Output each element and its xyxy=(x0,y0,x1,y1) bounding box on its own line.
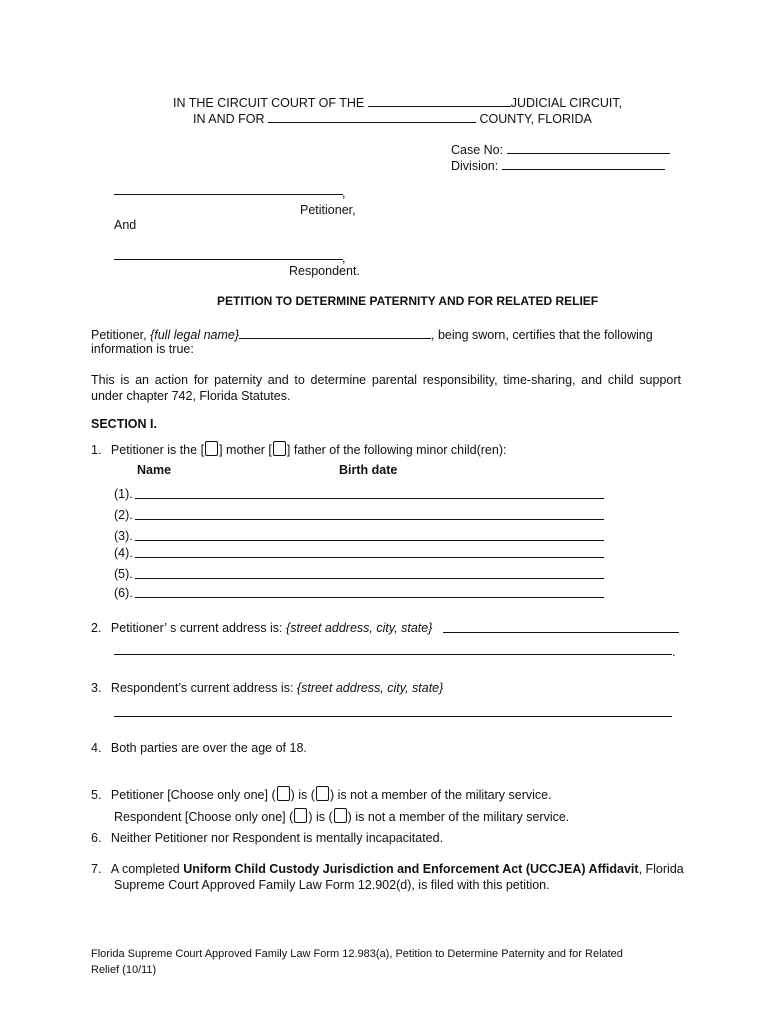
petitioner-address-field[interactable] xyxy=(443,632,679,633)
item-5-petitioner: 5. Petitioner [Choose only one] ( ) is ( ) is not a member of the military service. xyxy=(91,788,552,802)
and-label: And xyxy=(114,218,137,232)
action-paragraph: This is an action for paternity and to determine parental responsibility, time-sharing, and child support under chapter 742, Florida Statutes. xyxy=(91,373,681,403)
division-field[interactable] xyxy=(502,157,665,170)
child-row: (6). xyxy=(114,586,133,600)
respondent-military-is-not-checkbox[interactable] xyxy=(334,808,347,823)
petitioner-full-name-field[interactable] xyxy=(239,326,431,339)
child-row: (4). xyxy=(114,546,133,560)
father-checkbox[interactable] xyxy=(273,441,286,456)
respondent-address-field[interactable] xyxy=(114,716,672,717)
respondent-label: Respondent. xyxy=(289,264,360,278)
child-row: (2). xyxy=(114,508,133,522)
intro-line: Petitioner, {full legal name} , being sworn, certifies that the following xyxy=(91,328,653,342)
footer-line-1: Florida Supreme Court Approved Family Law Form 12.983(a), Petition to Determine Paternity and for Related xyxy=(91,948,623,960)
case-no-row: Case No: xyxy=(451,141,670,157)
child-row-field[interactable] xyxy=(135,557,604,558)
county-field[interactable] xyxy=(268,110,476,123)
petitioner-label: Petitioner, xyxy=(300,203,356,217)
item-6: 6. Neither Petitioner nor Respondent is mentally incapacitated. xyxy=(91,831,444,845)
respondent-military-is-checkbox[interactable] xyxy=(294,808,307,823)
mother-checkbox[interactable] xyxy=(205,441,218,456)
item-1: 1. Petitioner is the [ ] mother [ ] father of the following minor child(ren): xyxy=(91,443,507,457)
col-name-heading: Name xyxy=(137,463,172,477)
petitioner-address-field-2[interactable] xyxy=(114,654,672,655)
child-row: (1). xyxy=(114,487,133,501)
child-row-field[interactable] xyxy=(135,498,604,499)
item-7-line-2: Supreme Court Approved Family Law Form 12.902(d), is filed with this petition. xyxy=(114,878,550,892)
item-2: 2. Petitioner’ s current address is: {street address, city, state} xyxy=(91,621,433,635)
petitioner-name-field[interactable] xyxy=(114,194,343,195)
respondent-name-field[interactable] xyxy=(114,259,343,260)
petitioner-military-is-checkbox[interactable] xyxy=(277,786,290,801)
col-birth-heading: Birth date xyxy=(339,463,398,477)
child-row: (3). xyxy=(114,529,133,543)
division-row: Division: xyxy=(451,157,665,173)
petitioner-military-is-not-checkbox[interactable] xyxy=(316,786,329,801)
county-line: IN AND FOR COUNTY, FLORIDA xyxy=(193,112,592,126)
child-row-field[interactable] xyxy=(135,597,604,598)
child-row-field[interactable] xyxy=(135,540,604,541)
child-row-field[interactable] xyxy=(135,578,604,579)
court-line: IN THE CIRCUIT COURT OF THE JUDICIAL CIRCUIT, xyxy=(173,96,623,110)
child-row-field[interactable] xyxy=(135,519,604,520)
intro-line-2: information is true: xyxy=(91,342,194,356)
item-3: 3. Respondent’s current address is: {street address, city, state} xyxy=(91,681,444,695)
item-5-respondent: Respondent [Choose only one] ( ) is ( ) is not a member of the military service. xyxy=(114,810,570,824)
footer-line-2: Relief (10/11) xyxy=(91,964,157,976)
item-7: 7. A completed Uniform Child Custody Jurisdiction and Enforcement Act (UCCJEA) Affidavit, Florida xyxy=(91,862,684,876)
child-row: (5). xyxy=(114,567,133,581)
uccjea-affidavit-reference: Uniform Child Custody Jurisdiction and Enforcement Act (UCCJEA) Affidavit xyxy=(183,862,639,876)
item-4: 4. Both parties are over the age of 18. xyxy=(91,741,307,755)
form-page: IN THE CIRCUIT COURT OF THE JUDICIAL CIRCUIT, IN AND FOR COUNTY, FLORIDA Case No: Division: , Petitioner, And , Respondent. PETITION TO DETERMINE PATERNITY AND FOR RELATED RELIEF Petitioner, {full legal name} , being sworn, certifies that the following information is true: This is an action for paternity and to determine parental responsibility, time-sharing, and child support under chapter 742, Florida Statutes. SECTION I. 1. Petitioner is the [ ] mother [ ] father of the following minor child(ren): Name Birth date (1). (2). (3). (4). (5). (6). 2. Petitioner’ s current address is: {street address, city, state} . 3. Respondent’s current address is: {street address, city, state} 4. Both parties are over the age of 18. 5. Petitioner [Choose only one] ( ) is ( ) is not a member of the military service. Respondent [Choose only one] ( ) is ( ) is not a member of the military service. 6. Neither Petitioner nor Respondent is mentally incapacitated. 7. A completed Uniform Child Custody Jurisdiction and Enforcement Act (UCCJEA) Affidavit, Florida Supreme Court Approved Family Law Form 12.902(d), is filed with this petition. Florida Supreme Court Approved Family Law Form 12.983(a), Petition to Determine Paternity and for Related Relief (10/11) xyxy=(91,96,684,976)
case-no-field[interactable] xyxy=(507,141,670,154)
form-title: PETITION TO DETERMINE PATERNITY AND FOR RELATED RELIEF xyxy=(217,294,599,308)
circuit-field[interactable] xyxy=(368,94,511,107)
section-heading: SECTION I. xyxy=(91,417,157,431)
